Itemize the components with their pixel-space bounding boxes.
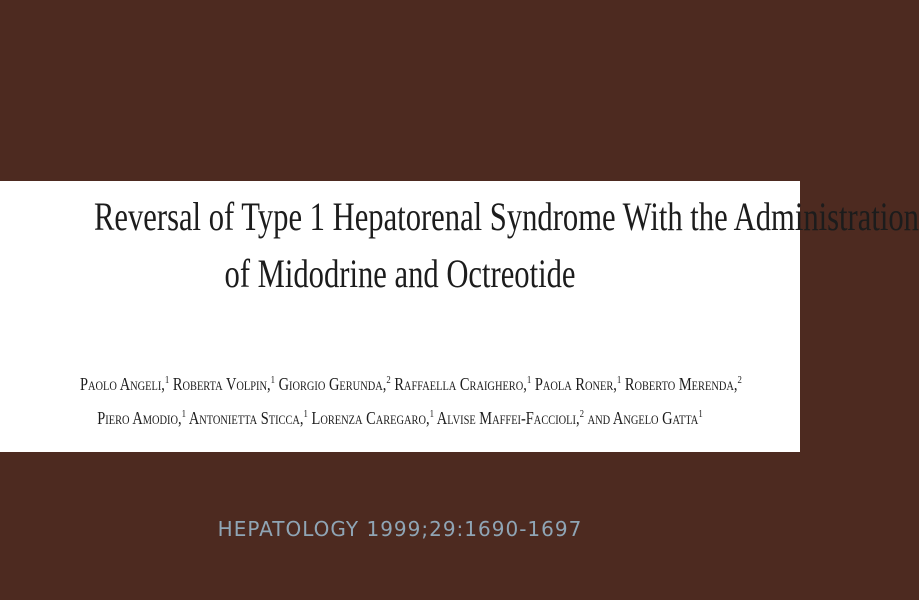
title-line-1: Reversal of Type 1 Hepatorenal Syndrome With the Administration <box>94 194 919 239</box>
author-affiliation: 2 <box>579 408 584 420</box>
author-affiliation: 1 <box>303 408 308 420</box>
author-affiliation: 2 <box>737 374 742 386</box>
author-list <box>0 367 800 435</box>
author-name: Roberto Merenda, <box>624 374 738 394</box>
author-affiliation: 2 <box>386 374 391 386</box>
author-affiliation: 1 <box>270 374 275 386</box>
author-name: Piero Amodio, <box>97 408 182 428</box>
author-affiliation: 1 <box>181 408 187 420</box>
author-row-2 <box>80 401 720 435</box>
journal-citation: HEPATOLOGY 1999;29:1690-1697 <box>217 517 583 541</box>
title-band <box>0 181 919 452</box>
title-line-2: of Midodrine and Octreotide <box>224 251 576 296</box>
author-name: Lorenza Caregaro, <box>311 408 430 428</box>
author-name: Roberta Volpin, <box>172 374 271 394</box>
author-name: Alvise Maffei-Faccioli, <box>436 408 580 428</box>
author-affiliation: 1 <box>698 408 703 420</box>
author-name: Antonietta Sticca, <box>188 408 304 428</box>
author-name: Paola Roner, <box>534 374 617 394</box>
author-affiliation: 1 <box>429 408 434 420</box>
paper-title <box>0 181 919 302</box>
author-name: Paolo Angeli, <box>80 374 165 394</box>
author-affiliation: 1 <box>616 374 622 386</box>
author-name: Raffaella Craighero, <box>394 374 527 394</box>
author-affiliation: 1 <box>164 374 170 386</box>
author-affiliation: 1 <box>526 374 532 386</box>
author-name: Giorgio Gerunda, <box>278 374 387 394</box>
author-name: and Angelo Gatta <box>587 408 699 428</box>
author-row-1 <box>80 367 742 401</box>
